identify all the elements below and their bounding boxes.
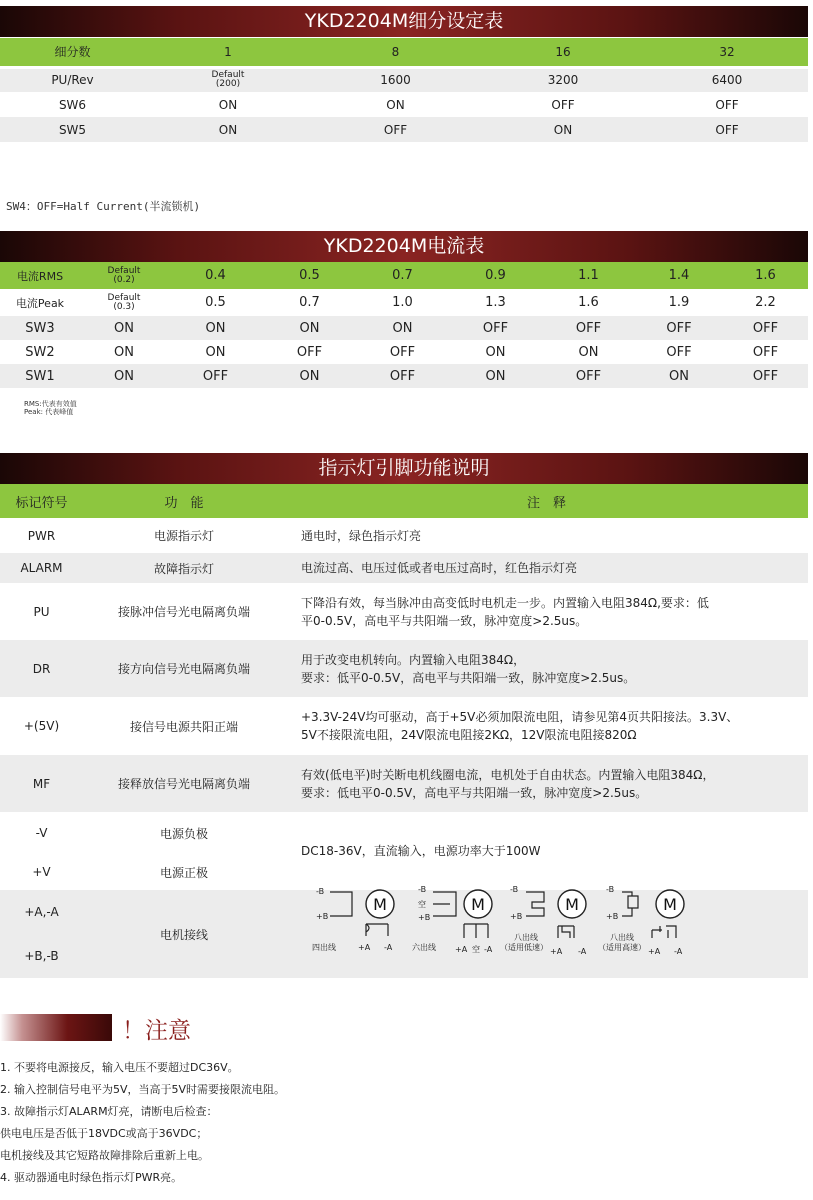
table-cell: ON [168,340,263,364]
table-row [0,518,808,553]
header-cell: 注 释 [285,484,808,518]
header-cell: 32 [646,38,808,67]
table-cell: ON [449,364,542,388]
section1-title: YKD2204M细分设定表 [304,10,504,32]
table-cell: 3200 [480,67,646,92]
peak-label: 电流Peak [0,289,80,316]
table-cell: ON [145,92,311,117]
table-cell: ON [80,340,168,364]
header-cell: 功 能 [83,484,285,518]
header-cell: 16 [480,38,646,67]
default-text: Default [211,70,245,81]
table-row [0,812,808,854]
table-cell: OFF [635,340,723,364]
eight-wire-label: 八出线 [514,933,538,942]
header-cell: 细分数 [0,38,145,67]
low-speed-label: （适用低速） [500,943,548,952]
rms-default-text: Default [107,265,141,276]
kong-label: 空 [418,900,426,909]
table-row [0,583,808,640]
row-label: SW3 [0,316,80,340]
table-cell: OFF [635,316,723,340]
pos-b-label: +B [418,913,431,922]
rms-peak-note [24,400,77,416]
notice-item: 4. 驱动器通电时绿色指示灯PWR亮。 [0,1171,183,1184]
function-cell: 故障指示灯 [83,553,285,583]
peak-cell: 1.9 [635,289,723,316]
function-cell: 接释放信号光电隔离负端 [83,755,285,812]
section2-title-banner [0,231,808,262]
table-cell: OFF [356,340,449,364]
symbol-cell: +A,-A [0,890,83,934]
note-cell: 电流过高、电压过低或者电压过高时，红色指示灯亮 [285,553,808,583]
rms-label: 电流RMS [0,262,80,289]
notice-list [0,1057,285,1189]
peak-cell: 2.2 [723,289,808,316]
rms-cell: 1.4 [635,262,723,289]
symbol-cell: ALARM [0,553,83,583]
row-label: SW1 [0,364,80,388]
pos-a-label: +A [358,943,371,952]
motor-letter: M [471,895,485,914]
rms-cell: 1.1 [542,262,635,289]
section2-title: YKD2204M电流表 [323,235,485,257]
section3-title: 指示灯引脚功能说明 [318,457,490,479]
symbol-cell: +V [0,854,83,890]
rms-cell: 0.9 [449,262,542,289]
table-cell: ON [542,340,635,364]
table-cell: OFF [646,117,808,142]
symbol-cell: PU [0,583,83,640]
pos-b-label: +B [606,912,619,921]
current-table [0,262,808,388]
table-row [0,697,808,755]
sw4-note-line1: SW4：OFF=Half Current(半流锁机) [6,200,201,213]
note-line: 有效(低电平)时关断电机线圈电流，电机处于自由状态。内置输入电阻384Ω， [301,767,715,782]
neg-b-label: -B [316,887,325,896]
row-label: SW2 [0,340,80,364]
table-cell: ON [168,316,263,340]
rms-cell: 0.4 [168,262,263,289]
neg-a-label: -A [674,947,683,956]
table-cell: 6400 [646,67,808,92]
table-cell: OFF [723,340,808,364]
symbol-cell: MF [0,755,83,812]
peak-note: Peak: 代表峰值 [24,408,74,416]
pin-header-row [0,484,808,518]
microstep-header-row [0,38,808,67]
section1-title-banner [0,6,808,37]
row-label: SW5 [0,117,145,142]
note-line: 5V不接限流电阻，24V限流电阻接2KΩ，12V限流电阻接820Ω [301,728,637,742]
table-cell: OFF [356,364,449,388]
header-cell: 标记符号 [0,484,83,518]
section3-title-banner [0,453,808,484]
table-cell: ON [635,364,723,388]
motor-letter: M [373,895,387,914]
function-cell: 电机接线 [83,890,285,978]
note-line: 平0-0.5V，高电平与共阳端一致，脉冲宽度>2.5us。 [301,613,588,628]
note-cell [285,583,808,640]
table-cell: 1600 [311,67,480,92]
power-note-cell: DC18-36V，直流输入，电源功率大于100W [285,812,808,890]
function-cell: 电源正极 [83,854,285,890]
row-label: PU/Rev [0,67,145,92]
six-wire-label: 六出线 [412,943,436,952]
table-cell: OFF [263,340,356,364]
table-row [0,92,808,117]
row-label: SW6 [0,92,145,117]
default-value: (200) [215,79,241,90]
default-cell [145,67,311,92]
table-row [0,364,808,388]
symbol-cell: -V [0,812,83,854]
table-row [0,67,808,92]
neg-b-label: -B [418,885,427,894]
note-line: 下降沿有效，每当脉冲由高变低时电机走一步。内置输入电阻384Ω,要求：低 [301,595,709,610]
table-cell: OFF [168,364,263,388]
neg-a-label: -A [384,943,393,952]
note-cell [285,640,808,697]
table-cell: OFF [311,117,480,142]
table-cell: ON [449,340,542,364]
pos-b-label: +B [316,912,329,921]
notice-item: 电机接线及其它短路故障排除后重新上电。 [0,1149,209,1162]
motor-wiring-diagram [300,880,700,968]
rms-cell: 0.5 [263,262,356,289]
rms-row [0,262,808,289]
rms-note: RMS:代表有效值 [24,400,77,408]
symbol-cell: PWR [0,518,83,553]
peak-default-value: (0.3) [113,301,135,312]
table-cell: ON [80,316,168,340]
peak-cell: 0.5 [168,289,263,316]
pos-a-label: +A [455,945,468,954]
rms-cell: 1.6 [723,262,808,289]
peak-cell: 1.3 [449,289,542,316]
pos-b-label: +B [510,912,523,921]
notice-bar [0,1014,112,1041]
function-cell: 电源负极 [83,812,285,854]
peak-default-text: Default [107,292,141,303]
eight-wire-label: 八出线 [610,933,634,942]
table-cell: ON [263,364,356,388]
microstep-table [0,38,808,142]
motor-circles [366,890,684,918]
table-cell: OFF [723,316,808,340]
table-cell: OFF [723,364,808,388]
table-cell: OFF [646,92,808,117]
notice-item: 1. 不要将电源接反，输入电压不要超过DC36V。 [0,1061,239,1074]
neg-b-label: -B [510,885,519,894]
wire-labels [312,885,683,956]
table-cell: OFF [480,92,646,117]
motor-letter: M [565,895,579,914]
note-cell [285,697,808,755]
rms-default-cell [80,262,168,289]
function-cell: 接脉冲信号光电隔离负端 [83,583,285,640]
table-cell: OFF [542,316,635,340]
note-line: 要求：低平0-0.5V，高电平与共阳端一致，脉冲宽度>2.5us。 [301,670,636,685]
symbol-cell: +(5V) [0,697,83,755]
symbol-cell: DR [0,640,83,697]
four-wire-label: 四出线 [312,943,336,952]
table-cell: ON [356,316,449,340]
note-line: 用于改变电机转向。内置输入电阻384Ω， [301,652,526,667]
rms-cell: 0.7 [356,262,449,289]
motor-letter: M [663,895,677,914]
table-cell: OFF [449,316,542,340]
peak-cell: 1.6 [542,289,635,316]
neg-a-label: -A [578,947,587,956]
function-cell: 接方向信号光电隔离负端 [83,640,285,697]
note-line: +3.3V-24V均可驱动，高于+5V必须加限流电阻，请参见第4页共阳接法。3.3V、 [301,710,739,724]
pos-a-label: +A [648,947,661,956]
rms-default-value: (0.2) [113,274,135,285]
table-row [0,340,808,364]
table-cell: ON [145,117,311,142]
notice-item: 3. 故障指示灯ALARM灯亮，请断电后检查： [0,1105,218,1118]
peak-cell: 0.7 [263,289,356,316]
table-cell: ON [80,364,168,388]
table-cell: ON [480,117,646,142]
note-line: 要求：低电平0-0.5V，高电平与共阳端一致，脉冲宽度>2.5us。 [301,785,648,800]
symbol-cell: +B,-B [0,934,83,978]
neg-b-label: -B [606,885,615,894]
table-cell: ON [263,316,356,340]
pos-a-label: +A [550,947,563,956]
high-speed-label: （适用高速） [598,943,646,952]
table-row [0,755,808,812]
table-cell: OFF [542,364,635,388]
function-cell: 接信号电源共阳正端 [83,697,285,755]
table-row [0,316,808,340]
kong-label: 空 [472,945,480,954]
header-cell: 1 [145,38,311,67]
notice-item: 2. 输入控制信号电平为5V，当高于5V时需要接限流电阻。 [0,1083,286,1096]
table-row [0,640,808,697]
note-cell [285,755,808,812]
peak-default-cell [80,289,168,316]
function-cell: 电源指示灯 [83,518,285,553]
neg-a-label: -A [484,945,493,954]
notice-title: ！注意 [122,1018,191,1044]
table-cell: ON [311,92,480,117]
header-cell: 8 [311,38,480,67]
table-row [0,553,808,583]
notice-item: 供电电压是否低于18VDC或高于36VDC； [0,1127,208,1140]
note-cell: 通电时，绿色指示灯亮 [285,518,808,553]
table-row [0,117,808,142]
peak-cell: 1.0 [356,289,449,316]
peak-row [0,289,808,316]
